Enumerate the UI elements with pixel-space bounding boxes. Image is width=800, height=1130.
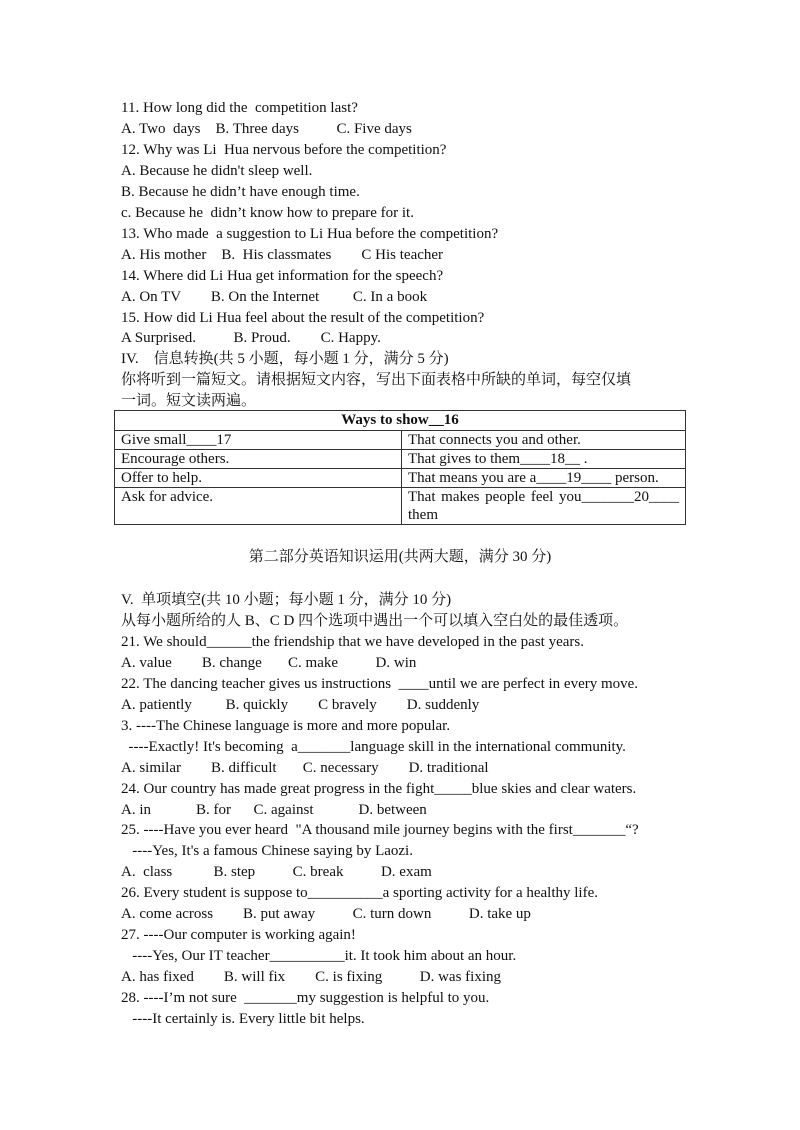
- text-line: A. come across B. put away C. turn down D. take up: [121, 906, 531, 923]
- table-cell-line: them: [408, 507, 438, 523]
- text-line: 15. How did Li Hua feel about the result of the competition?: [121, 309, 485, 326]
- text-line: 22. The dancing teacher gives us instructions ____until we are perfect in every move.: [121, 675, 639, 692]
- text-line: 3. ----The Chinese language is more and more popular.: [121, 717, 451, 734]
- text-line: A. has fixed B. will fix C. is fixing D. was fixing: [121, 969, 501, 986]
- table-cell: Encourage others.: [115, 450, 402, 469]
- text-line: 12. Why was Li Hua nervous before the competition?: [121, 141, 447, 158]
- text-line: A. in B. for C. against D. between: [121, 801, 427, 818]
- text-line: 21. We should______the friendship that we have developed in the past years.: [121, 633, 584, 650]
- text-line: A. similar B. difficult C. necessary D. traditional: [121, 759, 489, 776]
- text-line: A. Because he didn't sleep well.: [121, 162, 313, 179]
- text-line: 一词。短文读两遍。: [121, 393, 257, 410]
- text-line: 14. Where did Li Hua get information for the speech?: [121, 267, 444, 284]
- text-line: ----It certainly is. Every little bit helps.: [121, 1011, 365, 1027]
- text-line: A. class B. step C. break D. exam: [121, 864, 432, 881]
- ways-to-show-table: [114, 410, 686, 525]
- text-line: 27. ----Our computer is working again!: [121, 927, 356, 944]
- text-line: 从每小题所给的人 B、C D 四个选项中遇出一个可以填入空白处的最佳透项。: [121, 612, 629, 629]
- text-line: A. Two days B. Three days C. Five days: [121, 120, 412, 137]
- text-line: A. value B. change C. make D. win: [121, 654, 417, 671]
- text-line: 24. Our country has made great progress in the fight_____blue skies and clear waters.: [121, 780, 637, 797]
- text-line: A. His mother B. His classmates C His teacher: [121, 246, 444, 263]
- text-line: V. 单项填空(共 10 小题；每小题 1 分，满分 10 分): [121, 592, 452, 608]
- text-line: 13. Who made a suggestion to Li Hua before the competition?: [121, 225, 499, 242]
- text-line: A. patiently B. quickly C bravely D. suddenly: [121, 696, 480, 713]
- table-cell: Give small____17: [115, 431, 402, 450]
- text-line: B. Because he didn’t have enough time.: [121, 183, 360, 200]
- table-cell: Ask for advice.: [115, 488, 402, 525]
- table-row: [115, 469, 686, 488]
- table-row: [115, 488, 686, 525]
- text-line: IV. 信息转换(共 5 小题，每小题 1 分，满分 5 分): [121, 351, 449, 368]
- text-line: 25. ----Have you ever heard "A thousand mile journey begins with the first_______“?: [121, 822, 639, 839]
- text-line: 你将听到一篇短文。请根据短文内容，写出下面表格中所缺的单词，每空仅填: [121, 372, 632, 389]
- table-cell: That means you are a____19____ person.: [402, 469, 686, 488]
- text-line: ----Yes, It's a famous Chinese saying by Laozi.: [121, 843, 413, 860]
- table-row: [115, 431, 686, 450]
- text-line: A. On TV B. On the Internet C. In a book: [121, 288, 428, 305]
- table-cell: Offer to help.: [115, 469, 402, 488]
- table-cell-line: That makes people feel you_______20____: [408, 489, 679, 505]
- text-line: c. Because he didn’t know how to prepare for it.: [121, 204, 414, 221]
- table-cell: That gives to them____18__ .: [402, 450, 686, 469]
- table-title: Ways to show__16: [115, 411, 686, 431]
- table-cell: That connects you and other.: [402, 431, 686, 450]
- part-two-title: 第二部分英语知识运用(共两大题，满分 30 分): [248, 549, 552, 565]
- text-line: ----Yes, Our IT teacher__________it. It took him about an hour.: [121, 948, 517, 965]
- text-line: 11. How long did the competition last?: [121, 100, 358, 116]
- text-line: 28. ----I’m not sure _______my suggestion is helpful to you.: [121, 990, 490, 1007]
- text-line: ----Exactly! It's becoming a_______language skill in the international community.: [121, 738, 626, 755]
- table-cell: [402, 488, 686, 525]
- text-line: 26. Every student is suppose to__________a sporting activity for a healthy life.: [121, 885, 598, 902]
- table-row: [115, 450, 686, 469]
- text-line: A Surprised. B. Proud. C. Happy.: [121, 330, 381, 347]
